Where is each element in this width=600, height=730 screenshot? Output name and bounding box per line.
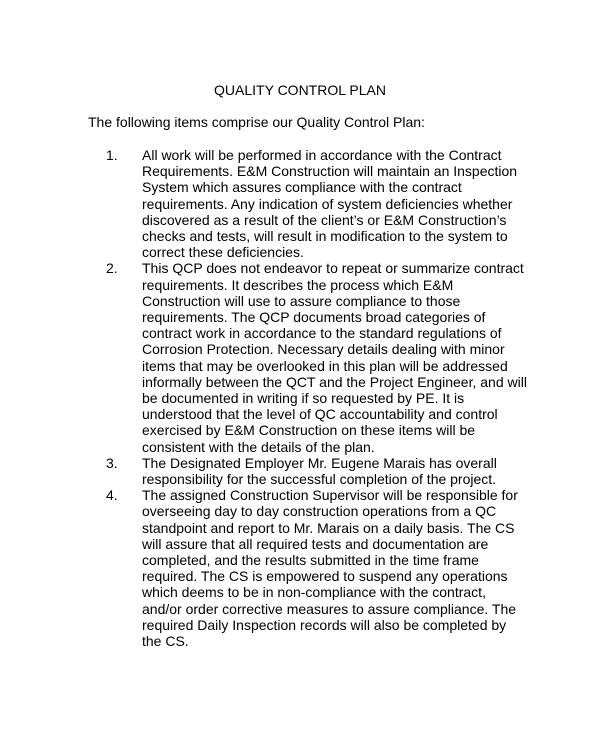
list-item-number: 4.: [106, 487, 118, 504]
list-item-text: This QCP does not endeavor to repeat or summarize contract requirements. It describes the process which E&M Construction will use to assure compliance to those requirements. The QCP documents broad categories of contract work in accordance to the standard regulations of Corrosion Protection. Necessary details dealing with minor items that may be overlooked in this plan will be addressed informally between the QCT and the Project Engineer, and will be documented in writing if so requested by PE. It is understood that the level of QC accountability and control exercised by E&M Construction on these items will be consistent with the details of the plan.: [142, 260, 527, 455]
list-item-text: The Designated Employer Mr. Eugene Marais has overall responsibility for the successful completion of the project.: [142, 454, 497, 488]
list-item-text: All work will be performed in accordance with the Contract Requirements. E&M Construction will maintain an Inspection System which assures compliance with the contract requirements. Any indication of system deficiencies whether discovered as a result of the client’s or E&M Construction’s checks and tests, will result in modification to the system to correct these deficiencies.: [142, 147, 518, 261]
list-item-number: 3.: [106, 454, 118, 471]
list-item-number: 1.: [106, 147, 118, 163]
list-item-1: [0, 147, 600, 260]
list-item-number: 2.: [106, 260, 118, 277]
list-item-2: [0, 260, 600, 454]
list-item-4: [0, 487, 600, 649]
page-title: QUALITY CONTROL PLAN: [214, 82, 386, 98]
intro-text: The following items comprise our Quality Control Plan:: [88, 114, 425, 130]
list-item-3: [0, 455, 600, 487]
list-item-text: The assigned Construction Supervisor will be responsible for overseeing day to day construction operations from a QC standpoint and report to Mr. Marais on a daily basis. The CS will assure that all required tests and documentation are completed, and the results submitted in the time frame required. The CS is empowered to suspend any operations which deems to be in non-compliance with the contract, and/or order corrective measures to assure compliance. The required Daily Inspection records will also be completed by the CS.: [142, 487, 518, 650]
plan-items-list: [0, 147, 600, 649]
